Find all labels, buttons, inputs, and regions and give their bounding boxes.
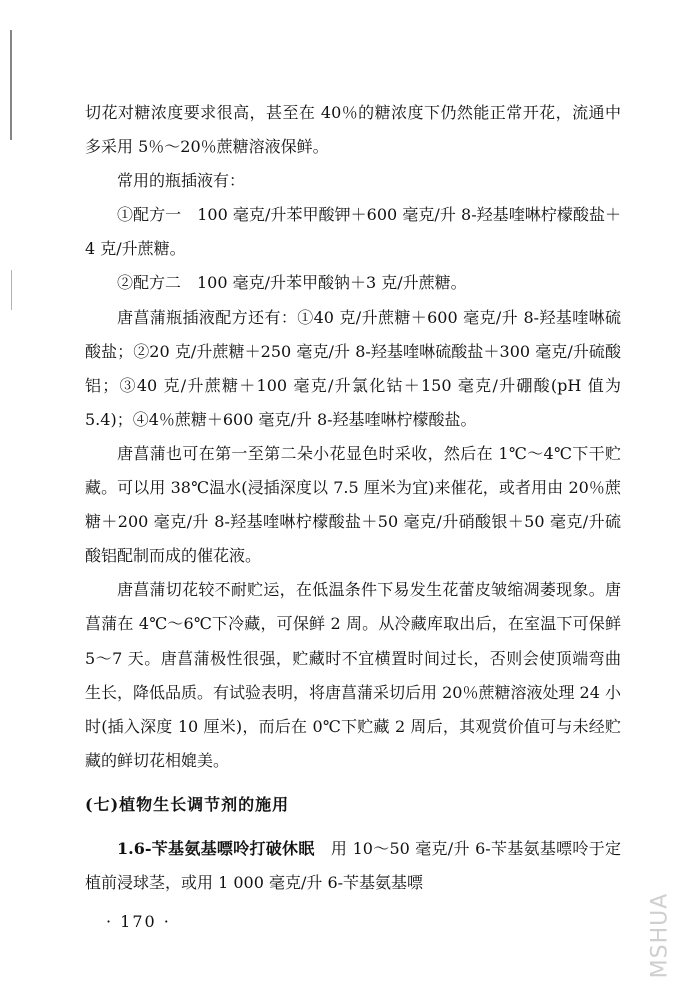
watermark bbox=[640, 880, 680, 990]
paragraph: 唐菖蒲也可在第一至第二朵小花显色时采收，然后在 1℃～4℃下干贮藏。可以用 38℃温水(浸插深度以 7.5 厘米为宜)来催花，或者用由 20％蔗糖＋200 毫克/升 8-羟基喹啉柠檬酸盐＋50 毫克/升硝酸银＋50 毫克/升硫酸铝配制而成的催花液。 bbox=[85, 443, 621, 566]
paragraph: 唐菖蒲瓶插液配方还有：①40 克/升蔗糖＋600 毫克/升 8-羟基喹啉硫酸盐；②20 克/升蔗糖＋250 毫克/升 8-羟基喹啉硫酸盐＋300 毫克/升硫酸铝；③40 克/升蔗糖＋100 毫克/升氯化钴＋150 毫克/升硼酸(pH 值为 5.4)；④4％蔗糖＋600 毫克/升 8-羟基喹啉柠檬酸盐。 bbox=[85, 307, 621, 429]
section-heading: (七)植物生长调节剂的施用 bbox=[85, 794, 290, 814]
paragraph: ①配方一 100 毫克/升苯甲酸钾＋600 毫克/升 8-羟基喹啉柠檬酸盐＋4 克/升蔗糖。 bbox=[85, 205, 621, 259]
paragraph: 常用的瓶插液有： bbox=[117, 171, 246, 191]
watermark-text: MSHUA bbox=[647, 892, 673, 978]
paragraph: 唐菖蒲切花较不耐贮运，在低温条件下易发生花蕾皮皱缩凋萎现象。唐菖蒲在 4℃～6℃下冷藏，可保鲜 2 周。从冷藏库取出后，在室温下可保鲜 5～7 天。唐菖蒲极性很强，贮藏时不宜横置时间过长，否则会使顶端弯曲生长，降低品质。有试验表明，将唐菖蒲采切后用 20％蔗糖溶液处理 24 小时(插入深度 10 厘米)，而后在 0℃下贮藏 2 周后，其观赏价值可与未经贮藏的鲜切花相媲美。 bbox=[85, 580, 621, 770]
paragraph: ②配方二 100 毫克/升苯甲酸钠＋3 克/升蔗糖。 bbox=[117, 273, 467, 293]
page-number: · 170 · bbox=[106, 912, 171, 931]
subsection-heading: 1.6-苄基氨基嘌呤打破休眠 bbox=[117, 838, 315, 858]
page-body bbox=[85, 96, 621, 900]
paragraph-text: 用 10～50 毫克/升 6-苄基氨基嘌呤于定植前浸球茎，或用 1 000 毫克/升 6-苄基氨基嘌 bbox=[85, 838, 621, 893]
scan-edge-line bbox=[11, 270, 12, 310]
paragraph bbox=[85, 832, 621, 900]
paragraph: 切花对糖浓度要求很高，甚至在 40％的糖浓度下仍然能正常开花，流通中多采用 5％～20％蔗糖溶液保鲜。 bbox=[85, 103, 621, 157]
scan-edge-line bbox=[10, 30, 12, 140]
